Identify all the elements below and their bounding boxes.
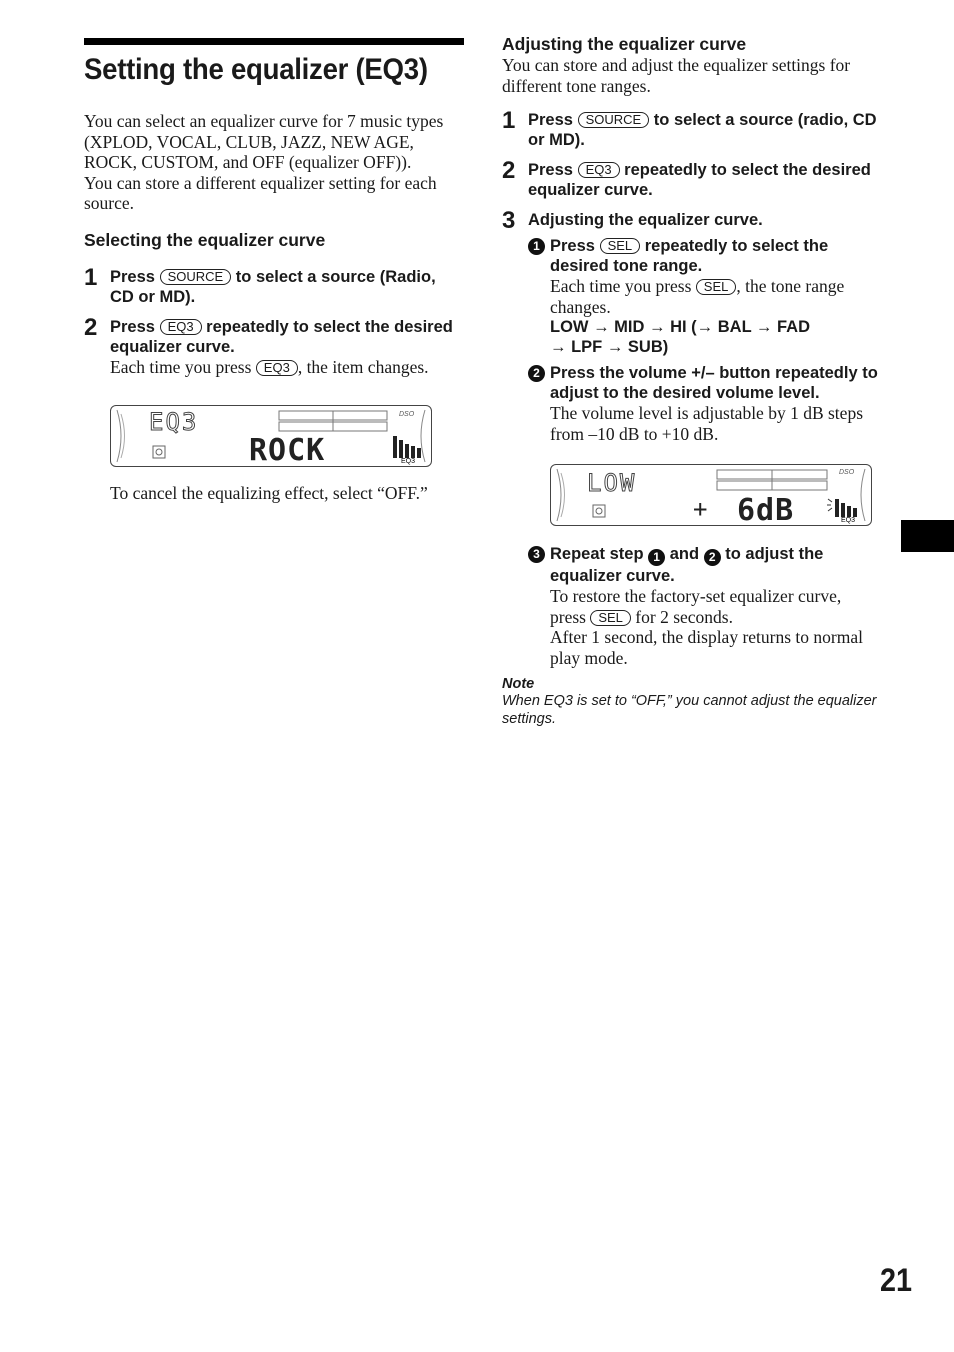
lcd-sign: + bbox=[693, 495, 708, 523]
step-text: Press bbox=[528, 161, 573, 179]
eq3-key: EQ3 bbox=[578, 162, 620, 178]
sel-key: SEL bbox=[600, 238, 641, 254]
sel-key: SEL bbox=[696, 279, 737, 295]
step-number: 1 bbox=[84, 263, 98, 291]
substep-1 bbox=[528, 236, 880, 357]
step-2 bbox=[84, 313, 464, 504]
substep-text: and bbox=[669, 545, 700, 563]
dso-logo: DSO bbox=[399, 411, 415, 418]
substep-description: Each time you press bbox=[550, 276, 692, 296]
step-number: 1 bbox=[502, 107, 516, 134]
step-ref-1: 1 bbox=[648, 549, 665, 566]
lcd-top-text: EQ3 bbox=[149, 408, 199, 436]
lcd-main-text: ROCK bbox=[249, 433, 326, 466]
step-text: Adjusting the equalizer curve. bbox=[528, 211, 763, 229]
sel-key: SEL bbox=[590, 610, 631, 626]
note-box bbox=[502, 676, 880, 728]
substep-number: 3 bbox=[528, 546, 545, 563]
substep-description: , the tone range changes. bbox=[550, 276, 845, 317]
substep-3 bbox=[528, 544, 880, 668]
eq3-key: EQ3 bbox=[256, 360, 298, 376]
substep-text: Press bbox=[550, 237, 595, 255]
intro-paragraph-1: You can select an equalizer curve for 7 music types (XPLOD, VOCAL, CLUB, JAZZ, NEW AGE, ROCK, CUSTOM, and OFF (equalizer OFF)). bbox=[84, 111, 444, 172]
left-column bbox=[84, 38, 464, 504]
section-heading-selecting: Selecting the equalizer curve bbox=[84, 229, 326, 250]
substep-description: The volume level is adjustable by 1 dB steps from –10 dB to +10 dB. bbox=[550, 403, 864, 444]
step-number: 3 bbox=[502, 207, 516, 234]
right-step-3 bbox=[502, 207, 880, 668]
source-key: SOURCE bbox=[578, 112, 650, 128]
step-text: repeatedly to select the desired equalizer curve. bbox=[528, 161, 871, 199]
substep-number: 2 bbox=[528, 365, 545, 382]
note-text: When EQ3 is set to “OFF,” you cannot adjust the equalizer settings. bbox=[502, 693, 877, 727]
tone-sequence-1: LOW → MID → HI (→ BAL → FAD bbox=[550, 318, 811, 336]
substep-description: After 1 second, the display returns to normal play mode. bbox=[550, 627, 863, 668]
step-text: Press bbox=[110, 317, 155, 336]
eq3-badge: EQ3 bbox=[401, 458, 416, 465]
eq-bars-icon bbox=[393, 436, 421, 458]
eq3-key: EQ3 bbox=[160, 319, 202, 335]
lcd-main-text: 6dB bbox=[737, 493, 795, 525]
step-text: to select a source (Radio, CD or MD). bbox=[110, 267, 436, 306]
substep-text: repeatedly to select the desired tone range. bbox=[550, 237, 829, 275]
source-key: SOURCE bbox=[160, 269, 232, 285]
right-step-2 bbox=[502, 157, 880, 200]
substep-text: Repeat step bbox=[550, 545, 644, 563]
page-title: Setting the equalizer (EQ3) bbox=[84, 53, 428, 86]
step-description: Each time you press bbox=[110, 356, 252, 377]
right-column bbox=[502, 34, 880, 728]
tone-sequence-2: → LPF → SUB) bbox=[550, 338, 669, 356]
step-text: repeatedly to select the desired equalizer curve. bbox=[110, 317, 453, 356]
note-title: Note bbox=[502, 676, 535, 692]
substep-description: To restore the factory-set equalizer curve, press bbox=[550, 586, 842, 627]
substep-text: Press the volume +/– button repeatedly to adjust to the desired volume level. bbox=[550, 364, 878, 402]
step-text: to select a source (radio, CD or MD). bbox=[528, 111, 877, 149]
page-number: 21 bbox=[880, 1262, 913, 1298]
section-heading-adjusting: Adjusting the equalizer curve bbox=[502, 34, 747, 54]
eq3-badge: EQ3 bbox=[841, 517, 856, 524]
step-number: 2 bbox=[502, 157, 516, 184]
right-step-1 bbox=[502, 107, 880, 150]
section-tab bbox=[901, 520, 954, 552]
dso-logo: DSO bbox=[839, 469, 855, 476]
eq-bars-icon bbox=[827, 499, 857, 517]
substep-text: to adjust the equalizer curve. bbox=[550, 545, 824, 585]
step-ref-2: 2 bbox=[704, 549, 721, 566]
lcd-top-text: LOW bbox=[587, 469, 637, 497]
title-rule bbox=[84, 38, 464, 45]
lcd-display-low bbox=[550, 464, 872, 526]
lcd-display-rock bbox=[110, 405, 432, 467]
step-text: Press bbox=[528, 111, 573, 129]
substep-2 bbox=[528, 363, 880, 526]
intro-paragraph-2: You can store a different equalizer setting for each source. bbox=[84, 172, 437, 213]
step-number: 2 bbox=[84, 313, 98, 341]
step-text: Press bbox=[110, 267, 155, 286]
step-1 bbox=[84, 263, 464, 307]
step-description: , the item changes. bbox=[297, 356, 429, 377]
right-intro: You can store and adjust the equalizer settings for different tone ranges. bbox=[502, 55, 851, 96]
substep-number: 1 bbox=[528, 238, 545, 255]
substep-description: for 2 seconds. bbox=[635, 606, 733, 627]
cancel-text: To cancel the equalizing effect, select “OFF.” bbox=[110, 483, 428, 503]
